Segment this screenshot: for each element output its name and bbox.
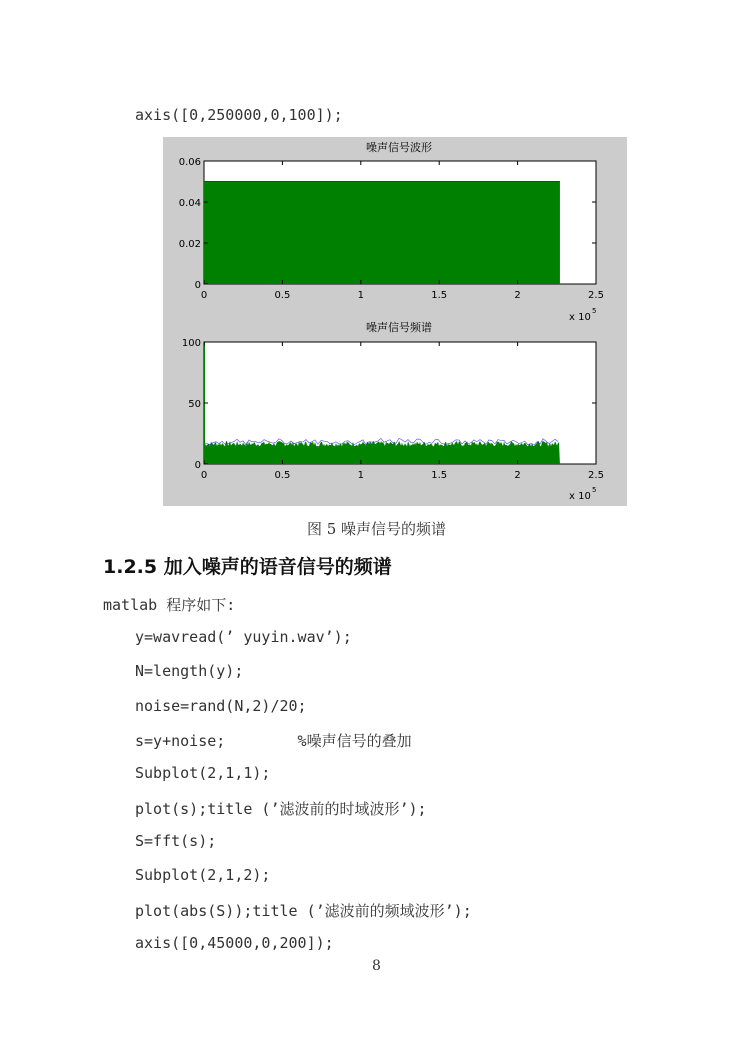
subplot-waveform bbox=[179, 140, 604, 323]
chart-title: 噪声信号波形 bbox=[366, 141, 432, 154]
x-tick-label: 1 bbox=[357, 470, 364, 481]
figure-noise-spectrum bbox=[163, 137, 627, 506]
x-exponent-label: x 10 bbox=[569, 312, 591, 323]
x-tick-label: 1.5 bbox=[431, 470, 448, 481]
x-exponent-power: 5 bbox=[592, 486, 597, 494]
subplot-spectrum bbox=[182, 320, 604, 502]
y-tick-label: 100 bbox=[181, 338, 201, 349]
y-tick-label: 0 bbox=[194, 460, 201, 471]
code-line: s=y+noise; %噪声信号的叠加 bbox=[135, 732, 412, 750]
x-tick-label: 1.5 bbox=[431, 290, 448, 301]
series-marks bbox=[204, 182, 560, 285]
chart-title: 噪声信号频谱 bbox=[366, 321, 432, 334]
x-tick-label: 2.5 bbox=[588, 470, 604, 481]
code-line: N=length(y); bbox=[135, 662, 244, 680]
intro-text: matlab 程序如下: bbox=[103, 596, 236, 614]
code-line: plot(s);title (’滤波前的时域波形’); bbox=[135, 800, 427, 818]
code-line: Subplot(2,1,1); bbox=[135, 764, 271, 782]
y-tick-label: 0.04 bbox=[178, 198, 201, 209]
code-line-axis: axis([0,250000,0,100]); bbox=[135, 106, 343, 124]
y-tick-label: 0.06 bbox=[178, 157, 201, 168]
x-exponent-label: x 10 bbox=[569, 491, 591, 502]
y-tick-label: 0 bbox=[194, 280, 201, 291]
x-tick-label: 2 bbox=[514, 470, 521, 481]
x-tick-label: 2 bbox=[514, 290, 521, 301]
code-line: S=fft(s); bbox=[135, 832, 217, 850]
code-line: plot(abs(S));title (’滤波前的频域波形’); bbox=[135, 902, 472, 920]
section-heading: 1.2.5 加入噪声的语音信号的频谱 bbox=[103, 556, 392, 578]
x-tick-label: 1 bbox=[357, 290, 364, 301]
x-tick-label: 0 bbox=[200, 290, 208, 301]
code-line: y=wavread(’ yuyin.wav’); bbox=[135, 628, 352, 646]
series-fill bbox=[204, 182, 560, 285]
code-line: noise=rand(N,2)/20; bbox=[135, 697, 307, 715]
x-tick-label: 0 bbox=[200, 470, 208, 481]
x-exponent-power: 5 bbox=[592, 307, 597, 315]
y-tick-label: 50 bbox=[188, 399, 201, 410]
code-line: Subplot(2,1,2); bbox=[135, 866, 271, 884]
figure-caption: 图 5 噪声信号的频谱 bbox=[306, 520, 447, 538]
code-line: axis([0,45000,0,200]); bbox=[135, 934, 334, 952]
x-tick-label: 0.5 bbox=[274, 470, 291, 481]
x-tick-label: 0.5 bbox=[274, 290, 291, 301]
chart-canvas bbox=[163, 137, 627, 506]
page-number: 8 bbox=[372, 958, 381, 974]
y-tick-label: 0.02 bbox=[178, 239, 201, 250]
x-tick-label: 2.5 bbox=[588, 290, 604, 301]
